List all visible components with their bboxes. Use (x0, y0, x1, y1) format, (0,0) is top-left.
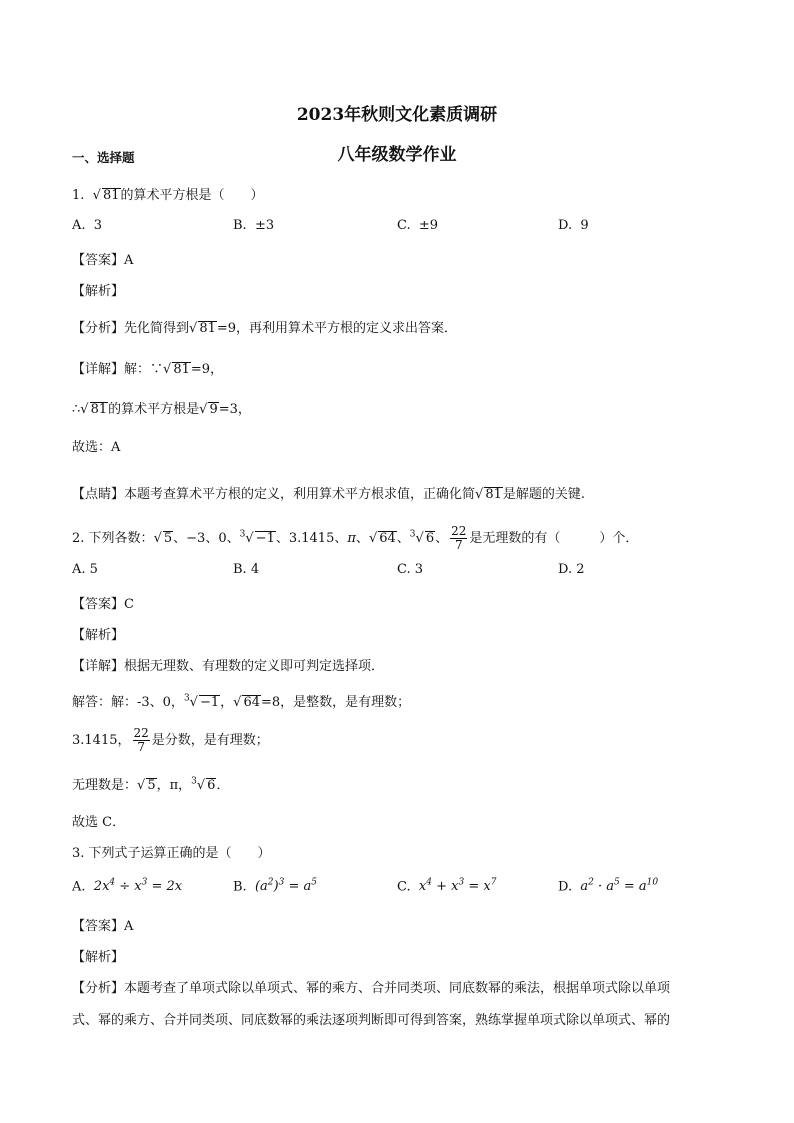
q3-option-d: D. $a^2 \cdot a^5 = a^{10}$ (558, 878, 659, 895)
q3-option-b: B. $(a^2)^3 = a^5$ (233, 878, 317, 895)
q3-fenxi-line1: 【分析】本题考查了单项式除以单项式、幂的乘方、合并同类项、同底数幂的乘法，根据单项式除以单项 (72, 981, 671, 996)
q1-detail: 【详解】解：∵√ 81=9， (72, 362, 224, 377)
question-number: 1. (72, 188, 85, 203)
q3-analysis-tag: 【解析】 (72, 950, 125, 965)
q2-solution-2: 3.1415， $\frac{22}{7}$ 是分数，是有理数； (72, 726, 269, 754)
fraction: $\frac{22}{7}$ (451, 524, 467, 552)
q3-option-c: C. $x^4 + x^3 = x^7$ (397, 878, 497, 895)
question-2-stem: 2. 下列各数：√ 5、−3、0、$^3$√ −1、3.1415、π、√ 64、$^3$√ 6、 $\frac{22}{7}$ 是无理数的有（ ）个． (72, 524, 639, 552)
q1-dianjing: 【点睛】本题考查算术平方根的定义，利用算术平方根求值，正确化简√ 81是解题的关键. (72, 487, 586, 502)
q2-option-a: A. 5 (72, 562, 98, 577)
q2-option-b: B. 4 (233, 562, 260, 577)
q2-detail: 【详解】根据无理数、有理数的定义即可判定选择项． (72, 659, 385, 674)
q2-analysis-tag: 【解析】 (72, 628, 125, 643)
section-heading: 一、选择题 (72, 150, 135, 165)
q1-option-c: C. ±9 (397, 218, 439, 233)
q2-option-d: D. 2 (558, 562, 585, 577)
question-3-stem: 3. 下列式子运算正确的是（ ） (72, 846, 271, 861)
q2-option-c: C. 3 (397, 562, 424, 577)
q1-option-a: A. 3 (72, 218, 103, 233)
doc-title: 2023年秋则文化素质调研 (296, 105, 498, 125)
sqrt-sign: √ (92, 188, 101, 203)
question-1-stem (72, 184, 264, 203)
q2-solution-3: 无理数是：√ 5，π，$^3$√ 6． (72, 776, 230, 793)
q3-answer: 【答案】A (72, 919, 134, 934)
q3-option-a: A. $2x^4 \div x^3 = 2x$ (72, 878, 183, 895)
q2-choose: 故选 C． (72, 815, 126, 830)
q1-fenxi: 【分析】先化简得到√ 81=9，再利用算术平方根的定义求出答案． (72, 321, 458, 336)
q1-answer: 【答案】A (72, 253, 134, 268)
stem-text: 的算术平方根是（ ） (120, 188, 264, 203)
q1-option-d: D. 9 (558, 218, 589, 233)
doc-subtitle: 八年级数学作业 (337, 145, 457, 165)
q1-analysis-tag: 【解析】 (72, 284, 125, 299)
q1-detail-line2: ∴√ 81的算术平方根是√ 9=3， (72, 402, 251, 417)
q3-fenxi-line2: 式、幂的乘方、合并同类项、同底数幂的乘法逐项判断即可得到答案，熟练掌握单项式除以单项式、幂的 (72, 1013, 671, 1028)
q1-choose: 故选：A (72, 440, 121, 455)
radicand: 81 (102, 188, 120, 203)
q2-answer: 【答案】C (72, 597, 134, 612)
q1-option-b: B. ±3 (233, 218, 275, 233)
q2-solution-1: 解答：解：-3、0，$^3$√ −1，√ 64=8，是整数，是有理数； (72, 693, 411, 710)
